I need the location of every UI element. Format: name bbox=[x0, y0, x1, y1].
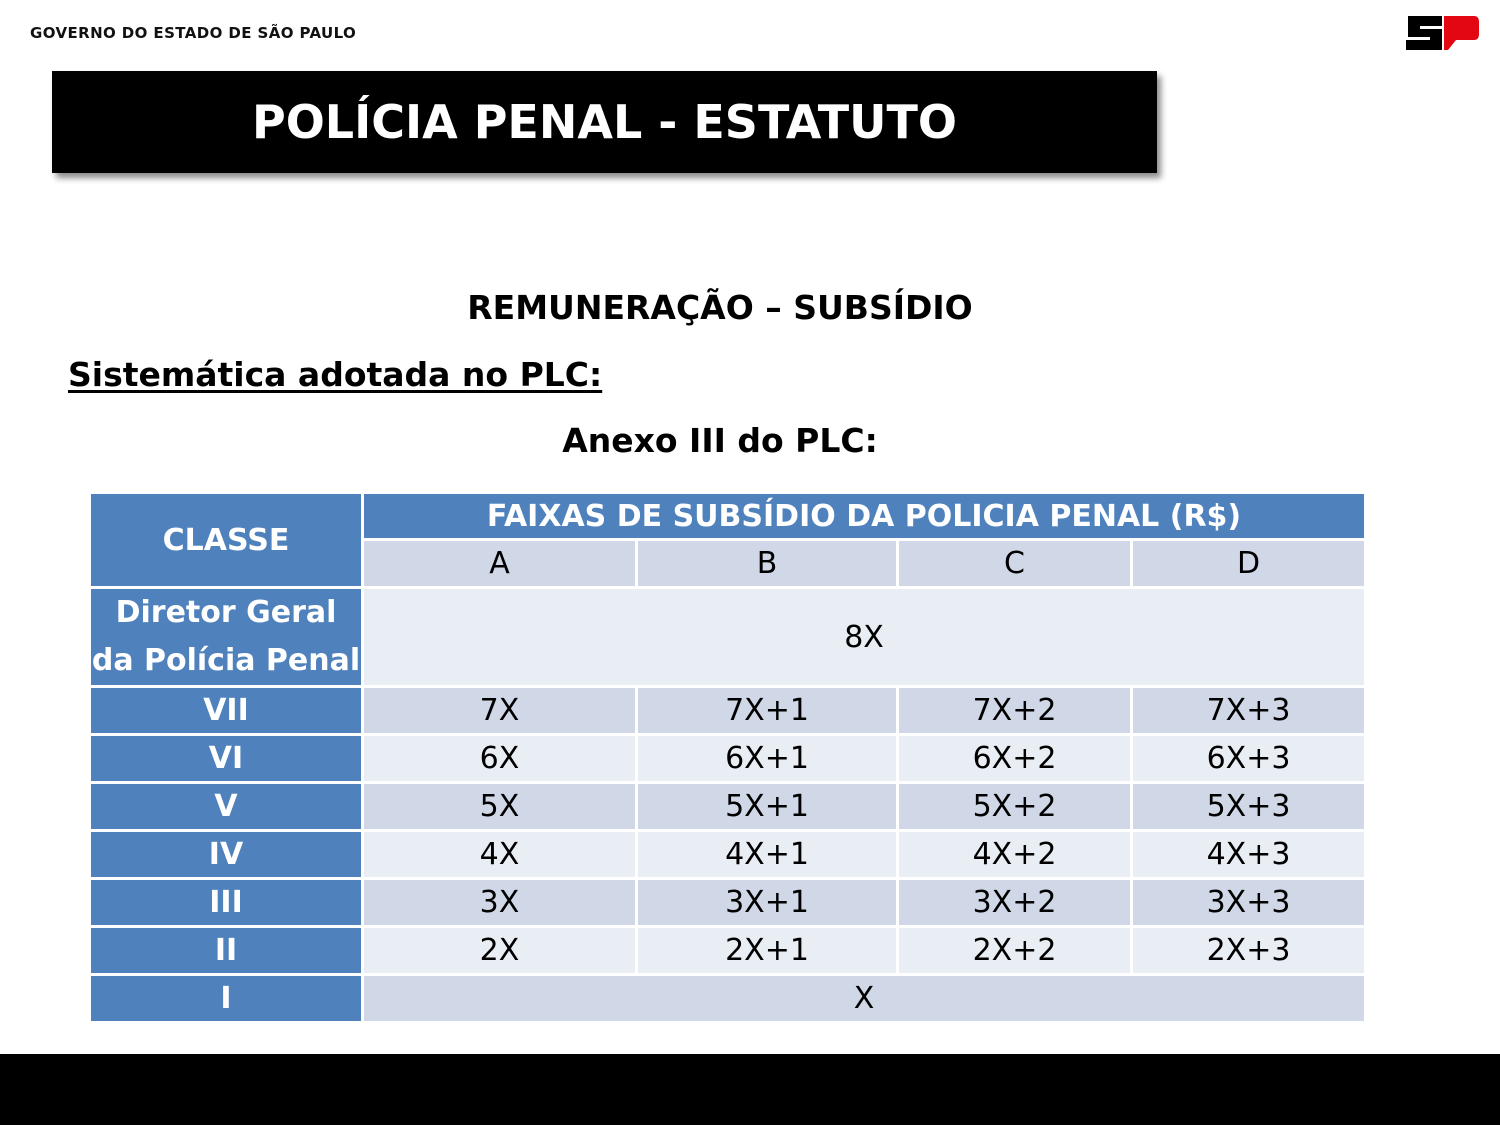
band-header-c: C bbox=[898, 540, 1132, 588]
table-cell: 3X+2 bbox=[898, 879, 1132, 927]
table-row bbox=[90, 783, 1366, 831]
table-row bbox=[90, 831, 1366, 879]
table-cell: 6X bbox=[363, 735, 637, 783]
class-label: VI bbox=[90, 735, 363, 783]
table-cell: 6X+1 bbox=[637, 735, 898, 783]
page-title: POLÍCIA PENAL - ESTATUTO bbox=[251, 95, 957, 149]
class-label: I bbox=[90, 975, 363, 1023]
class-header: CLASSE bbox=[90, 493, 363, 588]
table-cell: 4X+1 bbox=[637, 831, 898, 879]
title-bar bbox=[52, 71, 1157, 173]
sp-logo bbox=[1404, 14, 1480, 52]
systematic-heading: Sistemática adotada no PLC: bbox=[68, 355, 603, 394]
table-cell: X bbox=[363, 975, 1366, 1023]
table-cell: 6X+3 bbox=[1132, 735, 1366, 783]
band-header-a: A bbox=[363, 540, 637, 588]
table-cell: 4X+2 bbox=[898, 831, 1132, 879]
table-cell: 7X+1 bbox=[637, 687, 898, 735]
class-label: III bbox=[90, 879, 363, 927]
table-row bbox=[90, 735, 1366, 783]
class-label: VII bbox=[90, 687, 363, 735]
class-label: II bbox=[90, 927, 363, 975]
table-cell: 3X+1 bbox=[637, 879, 898, 927]
table-cell: 7X+3 bbox=[1132, 687, 1366, 735]
table-cell: 2X+3 bbox=[1132, 927, 1366, 975]
table-cell: 2X+2 bbox=[898, 927, 1132, 975]
class-label: V bbox=[90, 783, 363, 831]
table-row-last bbox=[90, 975, 1366, 1023]
table-cell: 5X+1 bbox=[637, 783, 898, 831]
table-cell: 2X+1 bbox=[637, 927, 898, 975]
subsidy-table bbox=[88, 491, 1367, 1024]
table-cell: 3X bbox=[363, 879, 637, 927]
band-header-b: B bbox=[637, 540, 898, 588]
table-row bbox=[90, 879, 1366, 927]
class-label: IV bbox=[90, 831, 363, 879]
director-value: 8X bbox=[363, 588, 1366, 687]
table-cell: 7X+2 bbox=[898, 687, 1132, 735]
table-cell: 2X bbox=[363, 927, 637, 975]
director-class-label: Diretor Geral da Polícia Penal bbox=[90, 588, 363, 687]
table-cell: 7X bbox=[363, 687, 637, 735]
footer-bar bbox=[0, 1054, 1500, 1125]
table-row-director bbox=[90, 588, 1366, 687]
table-cell: 6X+2 bbox=[898, 735, 1132, 783]
table-row bbox=[90, 927, 1366, 975]
government-header: GOVERNO DO ESTADO DE SÃO PAULO bbox=[30, 24, 357, 42]
table-cell: 5X+3 bbox=[1132, 783, 1366, 831]
table-cell: 5X bbox=[363, 783, 637, 831]
section-subtitle: REMUNERAÇÃO – SUBSÍDIO bbox=[467, 288, 973, 327]
table-cell: 4X bbox=[363, 831, 637, 879]
table-cell: 5X+2 bbox=[898, 783, 1132, 831]
table-cell: 3X+3 bbox=[1132, 879, 1366, 927]
annex-heading: Anexo III do PLC: bbox=[562, 421, 878, 460]
bands-header: FAIXAS DE SUBSÍDIO DA POLICIA PENAL (R$) bbox=[363, 493, 1366, 540]
table-row bbox=[90, 687, 1366, 735]
table-cell: 4X+3 bbox=[1132, 831, 1366, 879]
band-header-d: D bbox=[1132, 540, 1366, 588]
